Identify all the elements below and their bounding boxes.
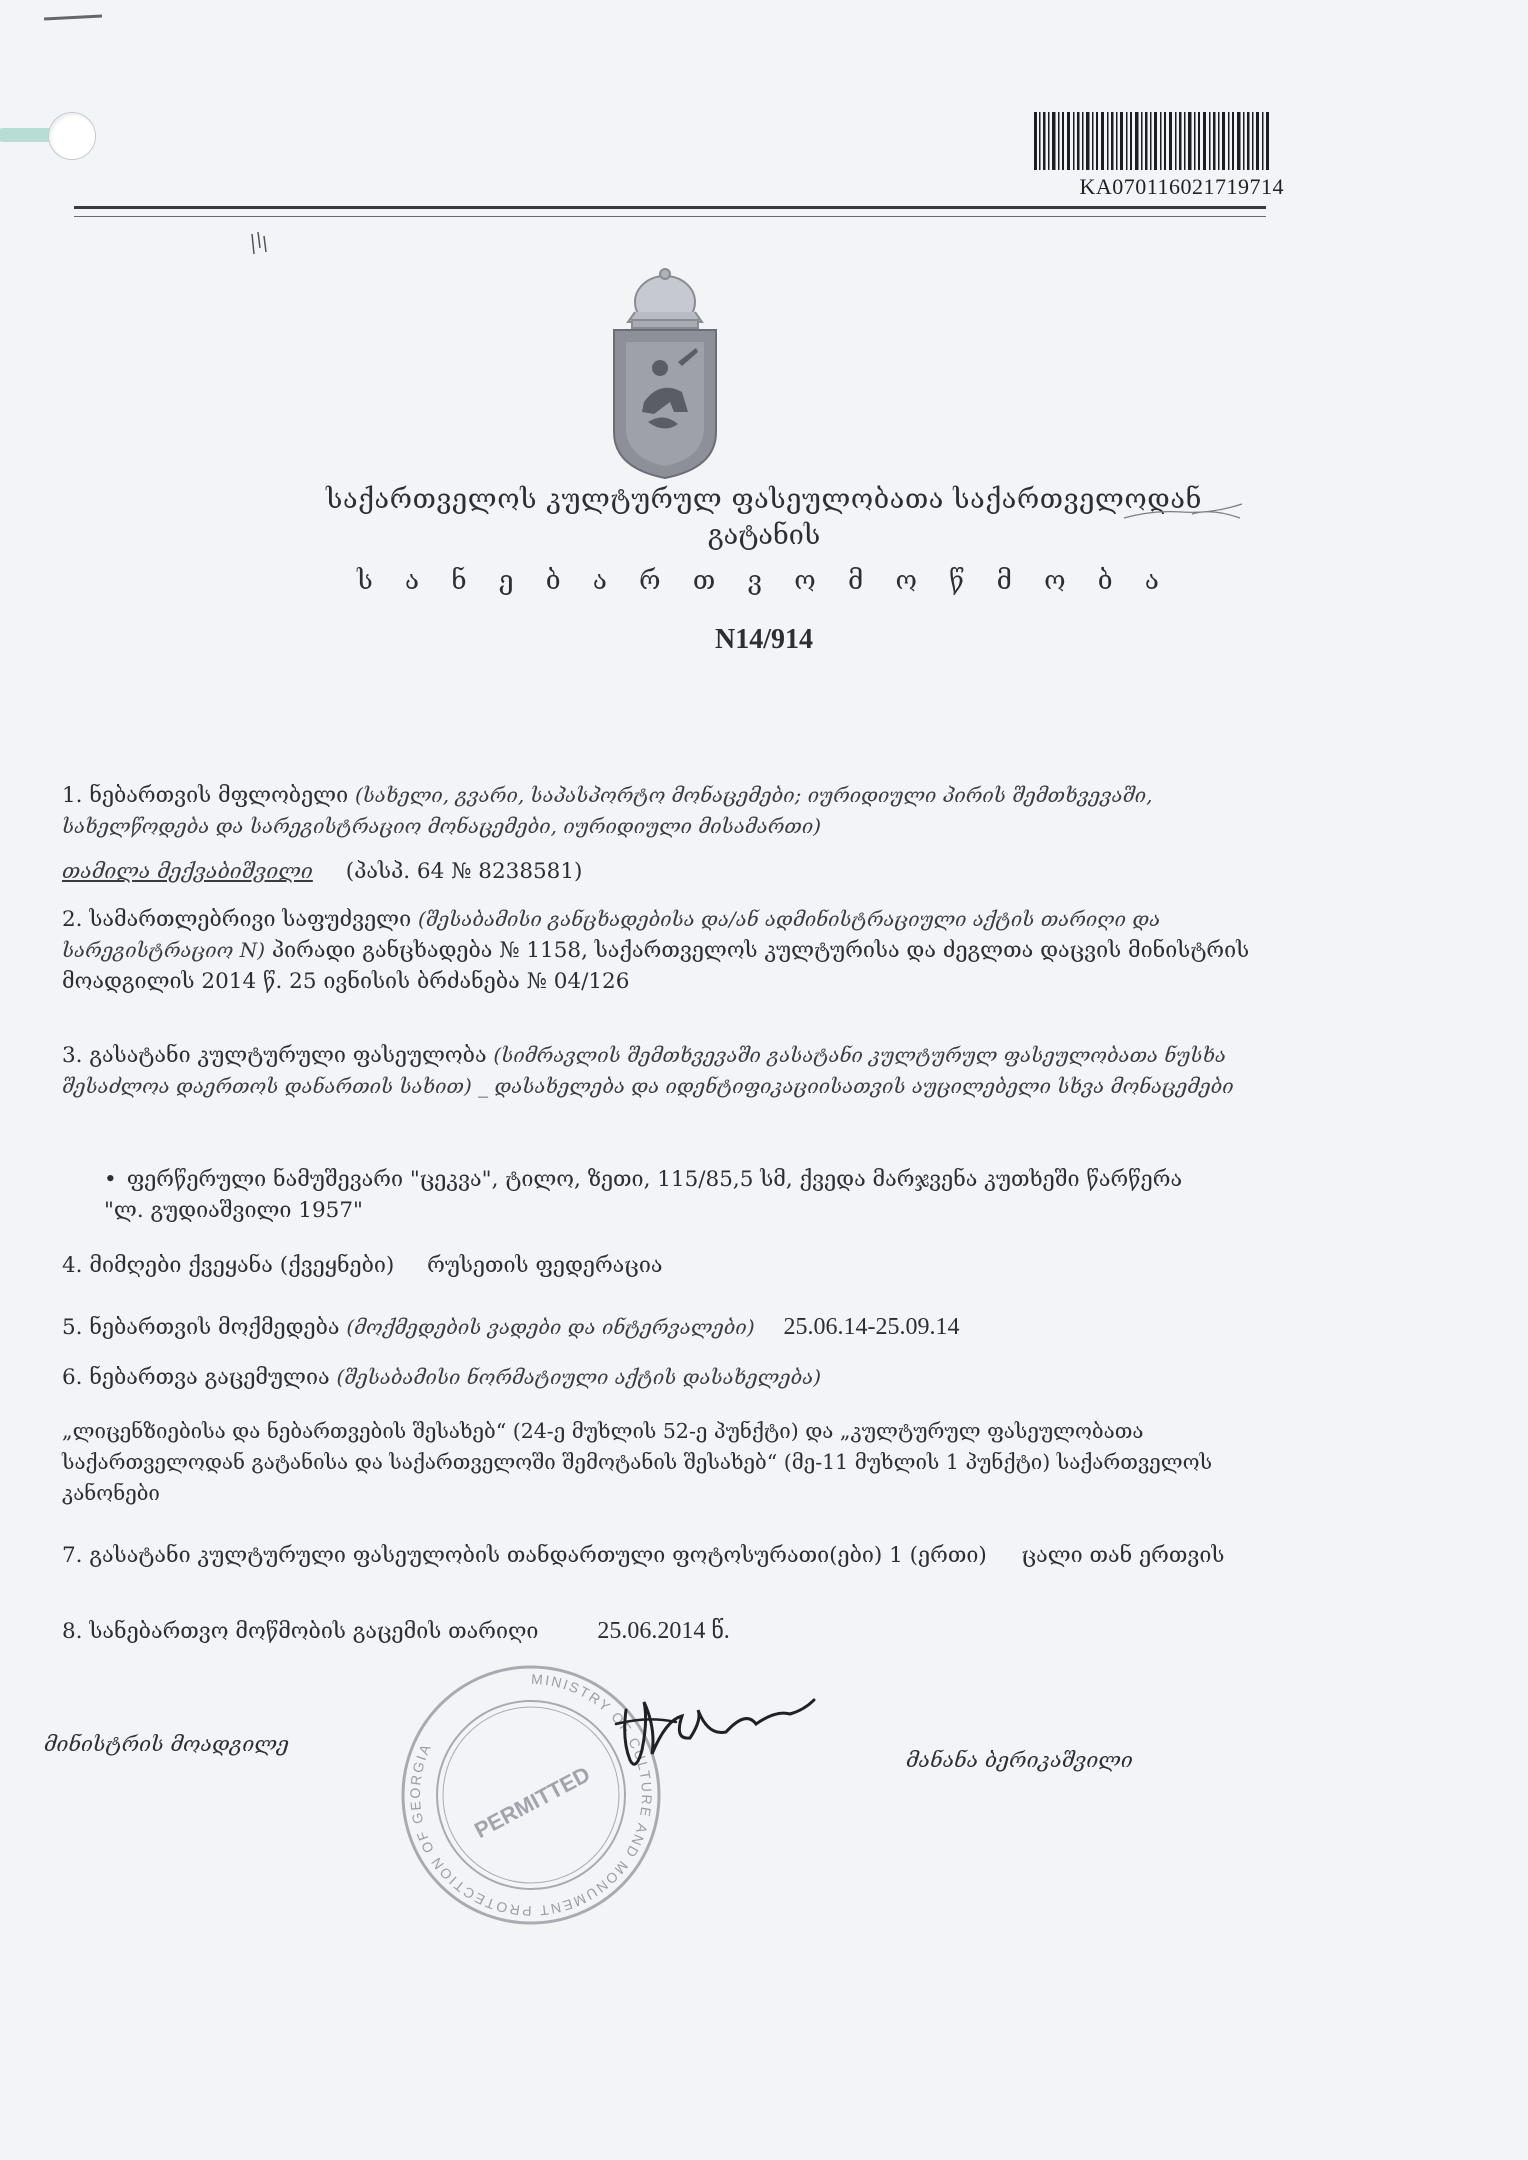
item-6-value: „ლიცენზიებისა და ნებართვების შესახებ“ (24-ე მუხლის 52-ე პუნქტი) და „კულტურულ ფასეულობათა საქართველოდან გატანისა და საქართველოში შემოტანის შესახებ“ (მე-11 მუხლის 1 პუნქტი) საქართველოს კანონები bbox=[62, 1419, 1213, 1505]
item-2 bbox=[62, 904, 1258, 997]
pen-mark bbox=[44, 14, 102, 20]
margin-scribble bbox=[1122, 496, 1262, 526]
punch-hole bbox=[48, 112, 96, 160]
doc-title-cont: გატანის bbox=[707, 520, 821, 551]
signer-position: მინისტრის მოადგილე bbox=[44, 1732, 289, 1756]
bullet-icon: • bbox=[104, 1167, 117, 1192]
doc-title: საქართველოს კულტურულ ფასეულობათა საქართველოდან bbox=[325, 484, 1203, 515]
item-1-label: 1. ნებართვის მფლობელი bbox=[62, 783, 349, 808]
item-1-values bbox=[62, 856, 1258, 887]
item-4-label: 4. მიმღები ქვეყანა (ქვეყნები) bbox=[62, 1253, 395, 1278]
item-2-value: პირადი განცხადება № 1158, საქართველოს კულტურისა და ძეგლთა დაცვის მინისტრის მოადგილის 2014 წ. 25 ივნისის ბრძანება № 04/126 bbox=[62, 938, 1250, 994]
item-1-note: (სახელი, გვარი, საპასპორტო მონაცემები; იურიდიული პირის შემთხვევაში, სახელწოდება და სარეგისტრაციო მონაცემები, იურიდიული მისამართი) bbox=[62, 783, 1153, 838]
item-5-note: (მოქმედების ვადები და ინტერვალები) bbox=[346, 1315, 755, 1339]
header-divider bbox=[74, 206, 1266, 209]
item-1 bbox=[62, 780, 1258, 842]
item-7-value-cont: ცალი თან ერთვის bbox=[1021, 1543, 1225, 1568]
item-3-bullet-text: ფერწერული ნამუშევარი "ცეკვა", ტილო, ზეთი, 115/85,5 სმ, ქვედა მარჯვენა კუთხეში წარწერა "ლ. გუდიაშვილი 1957" bbox=[104, 1167, 1183, 1223]
item-6-note: (შესაბამისი ნორმატიული აქტის დასახელება) bbox=[336, 1365, 822, 1389]
item-3-label: 3. გასატანი კულტურული ფასეულობა bbox=[62, 1043, 487, 1068]
handwritten-signature bbox=[586, 1680, 822, 1784]
item-8 bbox=[62, 1616, 1258, 1647]
item-3 bbox=[62, 1040, 1258, 1102]
item-5-label: 5. ნებართვის მოქმედება bbox=[62, 1315, 340, 1340]
doc-number: N14/914 bbox=[715, 624, 813, 655]
item-5-value: 25.06.14-25.09.14 bbox=[783, 1314, 960, 1340]
item-7 bbox=[62, 1540, 1258, 1571]
coat-of-arms-icon bbox=[604, 262, 726, 480]
seal-ring-text: MINISTRY OF CULTURE AND MONUMENT PROTECTION OF GEORGIA bbox=[406, 1670, 656, 1920]
item-6-label: 6. ნებართვა გაცემულია bbox=[62, 1365, 330, 1390]
passport-number: (პასპ. 64 № 8238581) bbox=[345, 859, 583, 884]
doc-type: ს ა ნ ე ბ ა რ თ ვ ო მ ო წ მ ო ბ ა bbox=[357, 566, 1171, 596]
item-7-label: 7. გასატანი კულტურული ფასეულობის თანდართული ფოტოსურათი(ები) bbox=[62, 1543, 883, 1568]
header-divider-thin bbox=[74, 216, 1266, 217]
item-2-note: (შესაბამისი განცხადებისა და/ან ადმინისტრაციული აქტის თარიღი და სარეგისტრაციო N) bbox=[62, 907, 1161, 962]
item-3-bullet bbox=[104, 1164, 1224, 1226]
signer-name: მანანა ბერიკაშვილი bbox=[906, 1748, 1133, 1772]
item-2-label: 2. სამართლებრივი საფუძველი bbox=[62, 907, 412, 932]
item-7-value: 1 (ერთი) bbox=[889, 1543, 987, 1568]
barcode-icon bbox=[1034, 112, 1270, 170]
handwritten-tick-mark bbox=[248, 228, 272, 258]
seal-center-text: PERMITTED bbox=[470, 1761, 595, 1844]
item-4 bbox=[62, 1250, 1258, 1281]
item-6 bbox=[62, 1362, 1258, 1393]
item-3-note: (სიმრავლის შემთხვევაში გასატანი კულტურულ ფასეულობათა ნუსხა შესაძლოა დაერთოს დანართის სახით) _ დასახელება და იდენტიფიკაციისათვის აუცილებელი სხვა მონაცემები bbox=[62, 1043, 1234, 1098]
item-8-value: 25.06.2014 წ. bbox=[597, 1618, 730, 1644]
item-8-label: 8. სანებართვო მოწმობის გაცემის თარიღი bbox=[62, 1619, 539, 1644]
item-4-value: რუსეთის ფედერაცია bbox=[427, 1253, 663, 1278]
item-5 bbox=[62, 1312, 1258, 1343]
barcode-number: KA070116021719714 bbox=[1079, 174, 1284, 199]
holder-name: თამილა მექვაბიშვილი bbox=[62, 859, 313, 883]
